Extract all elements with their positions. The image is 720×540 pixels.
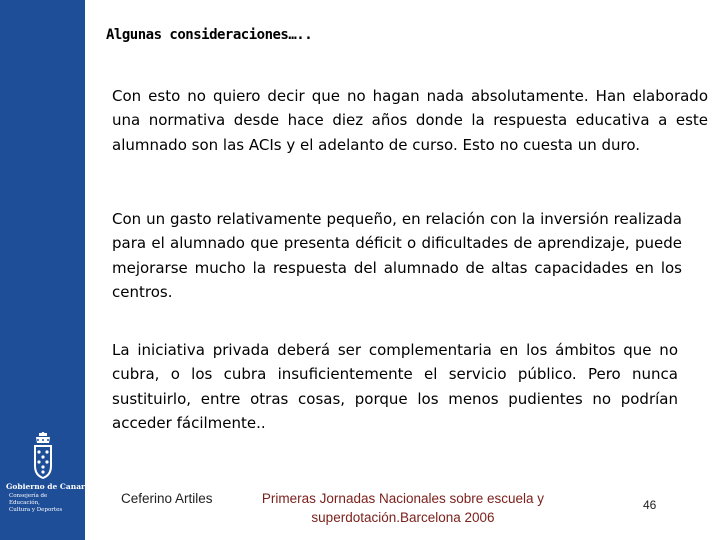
footer-event-line2: superdotación.Barcelona 2006 (311, 510, 495, 525)
paragraph-2: Con un gasto relativamente pequeño, en relación con la inversión realizada para el alumnado que presenta déficit o dificultades de aprendizaje, puede mejorarse mucho la respuesta del alumnado de altas capacidades en los centros. (112, 210, 682, 301)
gobierno-canarias-logo (6, 432, 97, 522)
footer-event-line1: Primeras Jornadas Nacionales sobre escuela y (261, 491, 545, 506)
logo-department-line1: Consejería de Educación, (9, 493, 48, 506)
paragraph-3: La iniciativa privada deberá ser complementaria en los ámbitos que no cubra, o los cubra insuficientemente el servicio público. Pero nunca sustituirlo, entre otras cosas, porque los menos pudientes no podrían acceder fácilmente.. (112, 341, 678, 432)
page-number: 46 (643, 498, 657, 512)
logo-name: Gobierno de Canarias (6, 482, 97, 491)
footer-event (250, 489, 556, 527)
footer-author: Ceferino Artiles (121, 491, 213, 506)
left-sidebar (0, 0, 97, 540)
coat-of-arms-icon (30, 432, 56, 480)
logo-department-line2: Cultura y Deportes (9, 507, 63, 513)
paragraph-1: Con esto no quiero decir que no hagan nada absolutamente. Han elaborado una normativa desde hace diez años donde la respuesta educativa a este alumnado son las ACIs y el adelanto de curso. Esto no cuesta un duro. (112, 87, 708, 154)
slide-title: Algunas consideraciones….. (106, 27, 313, 43)
logo-department (6, 493, 79, 514)
